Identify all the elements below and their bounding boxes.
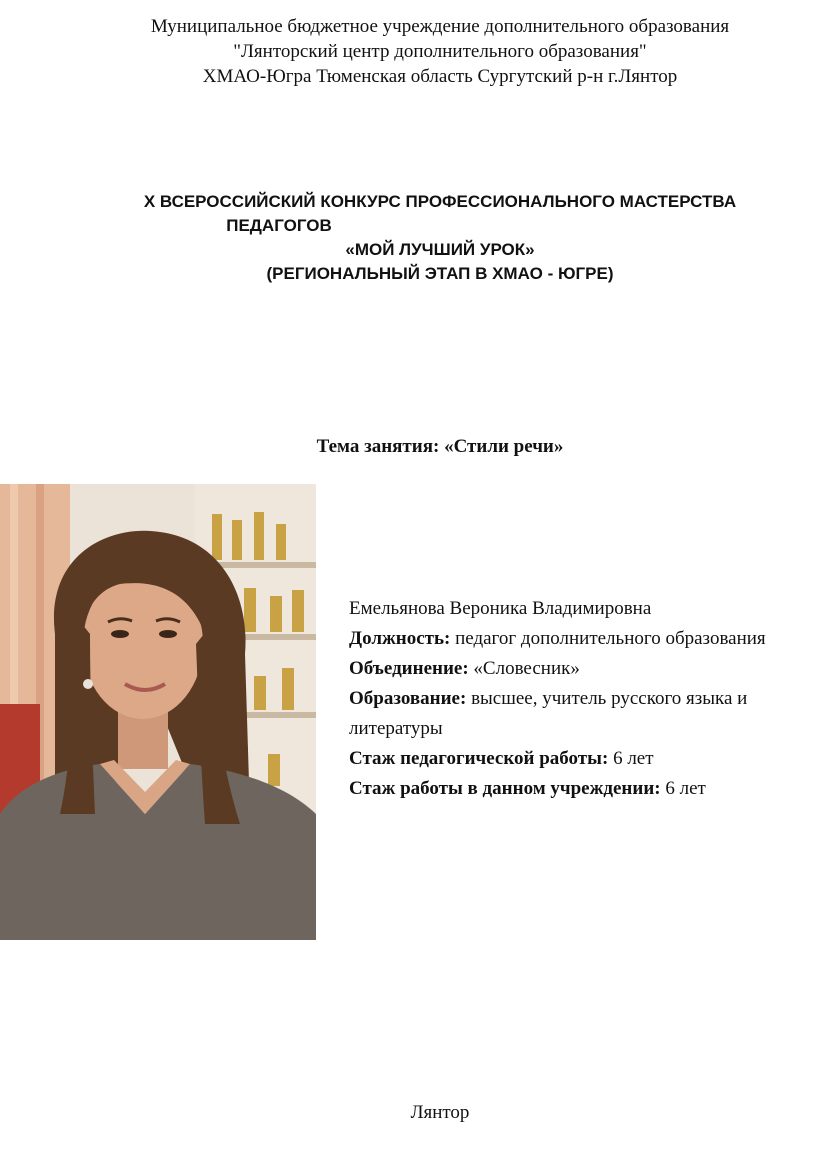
teacher-name: Емельянова Вероника Владимировна (349, 598, 652, 619)
institution-line-1: Муниципальное бюджетное учреждение дополнительного образования (150, 16, 730, 37)
institution-experience-row (349, 774, 814, 804)
association-label: Объединение: (349, 658, 469, 679)
education-label: Образование: (349, 688, 467, 709)
experience-row (349, 744, 814, 774)
education-row (349, 684, 814, 744)
institution-line-3: ХМАО-Югра Тюменская область Сургутский р-н г.Лянтор (202, 66, 678, 87)
institution-experience-label: Стаж работы в данном учреждении: (349, 778, 661, 799)
lesson-topic: Тема занятия: «Стили речи» (316, 436, 564, 457)
position-value: педагог дополнительного образования (450, 628, 766, 649)
contest-title-line-3: «МОЙ ЛУЧШИЙ УРОК» (345, 240, 535, 259)
teacher-info (349, 594, 814, 804)
contest-title-line-2: ПЕДАГОГОВ (226, 216, 332, 235)
position-row (349, 624, 814, 654)
portrait-illustration (0, 484, 316, 940)
education-value: высшее, учитель русского языка и литературы (349, 688, 748, 739)
institution-line-2: "Лянторский центр дополнительного образования" (233, 41, 647, 62)
contest-title (0, 190, 816, 286)
earring (83, 679, 93, 689)
contest-title-line-4: (РЕГИОНАЛЬНЫЙ ЭТАП В ХМАО - ЮГРЕ) (266, 264, 614, 283)
contest-title-line-1: X ВСЕРОССИЙСКИЙ КОНКУРС ПРОФЕССИОНАЛЬНОГО МАСТЕРСТВА (143, 192, 737, 211)
right-eye (159, 630, 177, 638)
institution-header (0, 14, 816, 89)
institution-experience-value: 6 лет (660, 778, 706, 799)
experience-label: Стаж педагогической работы: (349, 748, 609, 769)
position-label: Должность: (349, 628, 451, 649)
city-footer: Лянтор (410, 1102, 470, 1123)
left-eye (111, 630, 129, 638)
association-row (349, 654, 814, 684)
teacher-portrait-photo (0, 484, 316, 940)
experience-value: 6 лет (608, 748, 654, 769)
association-value: «Словесник» (468, 658, 580, 679)
